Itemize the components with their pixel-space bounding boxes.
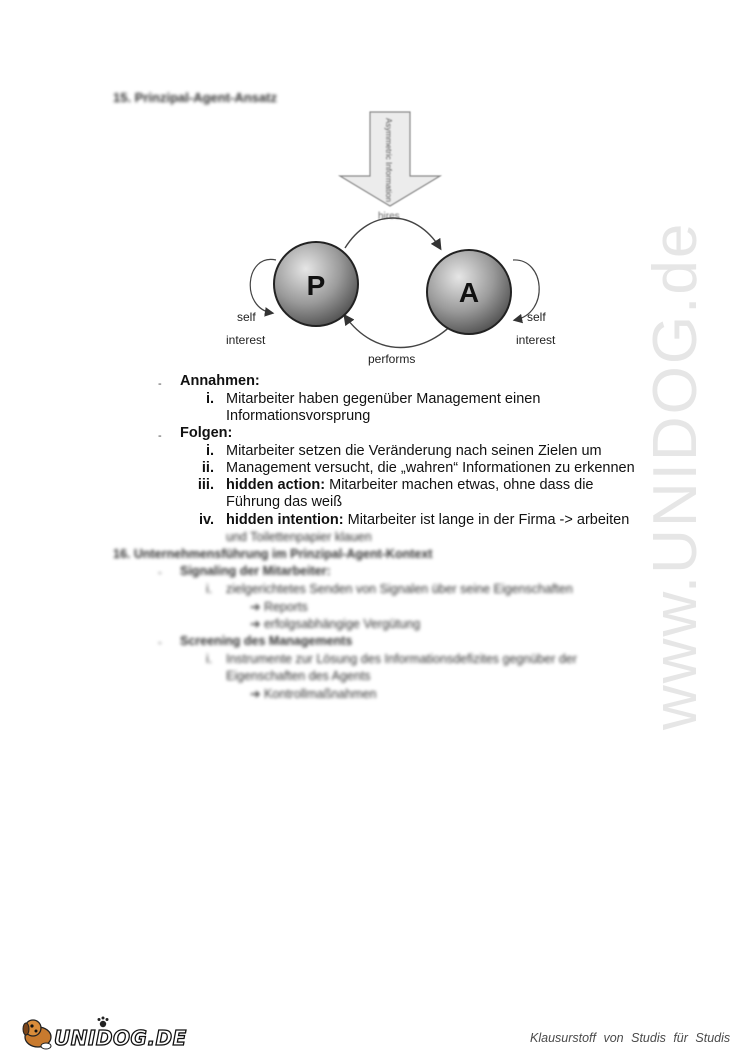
arrow-label: Asymmetric Information: [384, 118, 393, 203]
screening-item-num: i.: [206, 652, 213, 666]
hires-label: hires: [378, 211, 400, 222]
folgen-num-4: iv.: [198, 512, 214, 528]
principal-letter: P: [306, 270, 326, 301]
folgen-line-3: [226, 477, 594, 494]
folgen-dash: -: [158, 430, 162, 442]
signaling-heading: Signaling der Mitarbeiter:: [180, 564, 331, 578]
annahmen-item-line-2: Informationsvorsprung: [226, 408, 371, 424]
folgen-line-2: Management versucht, die „wahren“ Informationen zu erkennen: [226, 460, 635, 476]
annahmen-dash: -: [158, 378, 162, 390]
dog-mascot-icon: [20, 1015, 58, 1051]
folgen-line-4b: und Toilettenpapier klauen: [226, 530, 372, 544]
hidden-action-term: hidden action:: [226, 477, 326, 493]
signaling-bullet-2-text: erfolgsabhängige Vergütung: [263, 617, 421, 631]
left-self-label: self: [237, 310, 256, 324]
right-interest-label: interest: [516, 333, 556, 347]
folgen-num-2: ii.: [201, 460, 214, 476]
watermark: www.UNIDOG.de: [641, 221, 710, 730]
signaling-bullet-2: ➔ erfolgsabhängige Vergütung: [250, 617, 421, 631]
left-interest-label: interest: [226, 333, 266, 347]
signaling-bullet-1: ➔ Reports: [250, 600, 308, 614]
folgen-num-3: iii.: [197, 477, 214, 493]
performs-label: performs: [368, 352, 416, 366]
folgen-line-3b: Führung das weiß: [226, 494, 343, 510]
left-self-loop: [250, 259, 276, 313]
signaling-item-num: i.: [206, 582, 213, 596]
screening-bullet-1: ➔ Kontrollmaßnahmen: [250, 687, 377, 701]
hires-arc: [345, 218, 440, 248]
folgen-heading: Folgen:: [180, 425, 233, 441]
signaling-dash: -: [158, 567, 162, 579]
logo-text: UNIDOG.DE: [54, 1026, 187, 1050]
annahmen-heading: Annahmen:: [180, 373, 260, 389]
screening-heading: Screening des Managements: [180, 634, 353, 648]
annahmen-item-num: i.: [205, 391, 214, 407]
annahmen-item-line-1: Mitarbeiter haben gegenüber Management einen: [226, 391, 541, 407]
hidden-action-text: Mitarbeiter machen etwas, ohne dass die: [325, 477, 594, 493]
section-15-title: 15. Prinzipal-Agent-Ansatz: [113, 90, 277, 105]
folgen-line-1: Mitarbeiter setzen die Veränderung nach seinen Zielen um: [226, 443, 602, 459]
unidog-logo: [20, 1015, 187, 1051]
signaling-bullet-1-text: Reports: [263, 600, 308, 614]
footer-tagline: Klausurstoff von Studis für Studis: [530, 1031, 731, 1045]
agent-letter: A: [458, 277, 480, 308]
right-self-label: self: [527, 310, 546, 324]
screening-item-line-2: Eigenschaften des Agents: [226, 669, 371, 683]
section-16-title: 16. Unternehmensführung im Prinzipal-Agent-Kontext: [113, 547, 433, 561]
folgen-num-1: i.: [205, 443, 214, 459]
signaling-item: zielgerichtetes Senden von Signalen über seine Eigenschaften: [226, 582, 573, 596]
hidden-intention-text: Mitarbeiter ist lange in der Firma -> arbeiten: [343, 512, 630, 528]
principal-agent-diagram: [210, 108, 580, 368]
folgen-line-4: [226, 512, 629, 529]
screening-dash: -: [158, 637, 162, 649]
screening-item-line-1: Instrumente zur Lösung des Informationsdefizites gegnüber der: [226, 652, 577, 666]
screening-bullet-1-text: Kontrollmaßnahmen: [263, 687, 377, 701]
hidden-intention-term: hidden intention:: [226, 512, 344, 528]
